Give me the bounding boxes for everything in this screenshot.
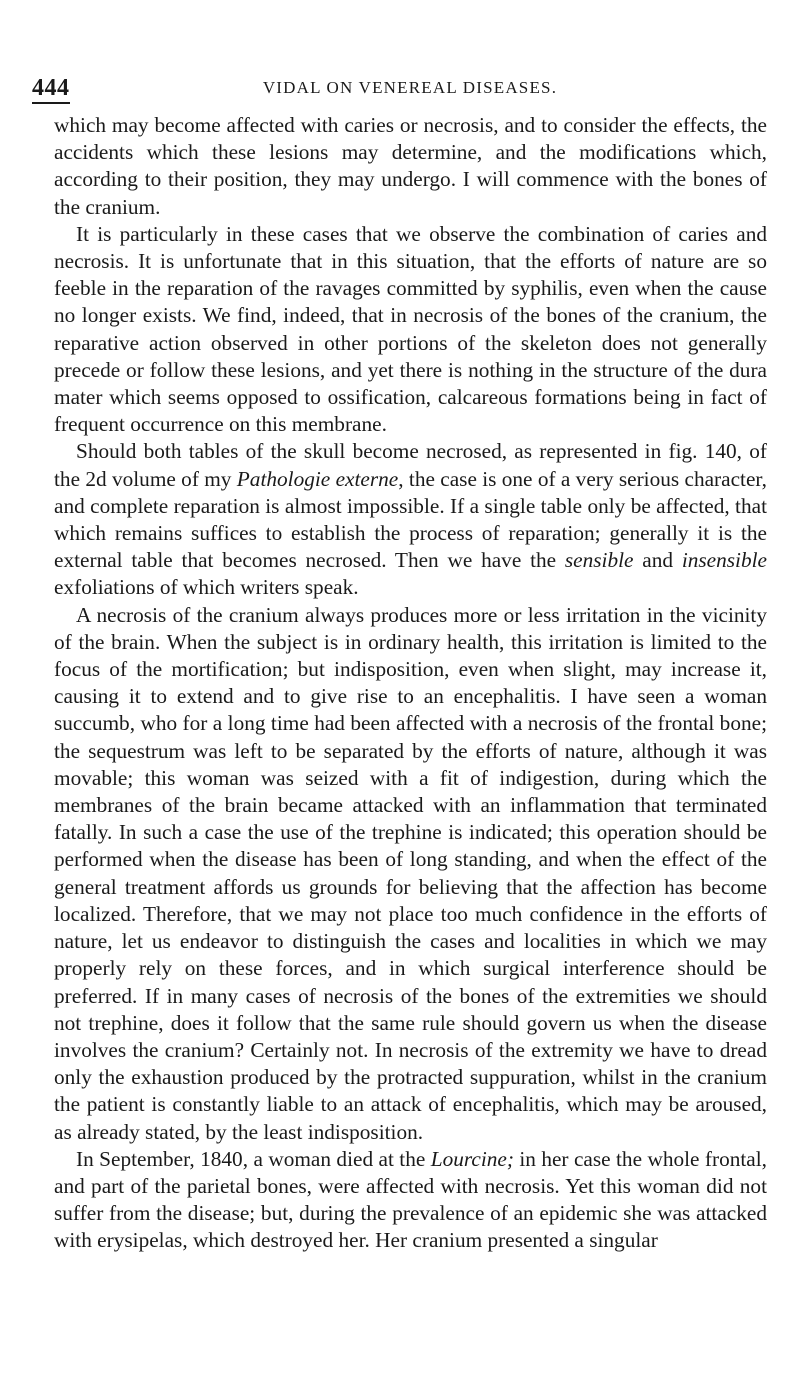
italic-book-title: Pathologie externe [236, 466, 399, 491]
italic-place-name: Lourcine; [430, 1146, 514, 1171]
body-text [54, 112, 767, 1255]
paragraph: It is particularly in these cases that we observe the combination of caries and necrosis. It is unfortunate that in this situation, that the efforts of nature are so feeble in the reparation of the ravages committed by syphilis, even when the cause no longer exists. We find, indeed, that in necrosis of the bones of the cranium, the reparative action observed in other portions of the skeleton does not generally precede or follow these lesions, and yet there is nothing in the structure of the dura mater which seems opposed to ossification, calcareous formations being in fact of frequent occurrence on this membrane. [54, 221, 767, 437]
paragraph: which may become affected with caries or necrosis, and to consider the effects, the accidents which these lesions may determine, and the modifications which, according to their position, they may undergo. I will commence with the bones of the cranium. [54, 113, 767, 219]
italic-term: insensible [681, 548, 767, 573]
paragraph-text: , the case is one of a very serious character, and complete reparation is almost impossible. If a single table only be affected, that which remains suffices to establish the process of reparation; generally it is the external table that becomes necrosed. Then we have the [54, 466, 767, 573]
paragraph [54, 438, 767, 601]
paragraph-text: and [633, 548, 682, 573]
paragraph-text: In September, 1840, a woman died at the [76, 1146, 431, 1171]
paragraph-text: exfoliations of which writers speak. [54, 575, 359, 600]
page-number: 444 [32, 74, 70, 104]
running-title: VIDAL ON VENEREAL DISEASES. [262, 78, 558, 97]
italic-term: sensible [564, 548, 634, 573]
paragraph: A necrosis of the cranium always produces more or less irritation in the vicinity of the brain. When the subject is in ordinary health, this irritation is limited to the focus of the mortification; but indisposition, even when slight, may increase it, causing it to extend and to give rise to an encephalitis. I have seen a woman succumb, who for a long time had been affected with a necrosis of the frontal bone; the sequestrum was left to be separated by the efforts of nature, although it was movable; this woman was seized with a fit of indigestion, during which the membranes of the brain became attacked with an inflammation that terminated fatally. In such a case the use of the trephine is indicated; this operation should be performed when the disease has been of long standing, and when the effect of the general treatment affords us grounds for believing that the affection has become localized. Therefore, that we may not place too much confidence in the efforts of nature, let us endeavor to distinguish the cases and localities in which we may properly rely on these forces, and in which surgical interference should be preferred. If in many cases of necrosis of the bones of the extremities we should not trephine, does it follow that the same rule should govern us when the disease involves the cranium? Certainly not. In necrosis of the extremity we have to dread only the exhaustion produced by the protracted suppuration, whilst in the cranium the patient is constantly liable to an attack of encephalitis, which may be aroused, as already stated, by the least indisposition. [54, 602, 767, 1144]
paragraph [54, 1146, 767, 1255]
paragraph-text: in her case the whole frontal, and part of the parietal bones, were affected with necrosis. Yet this woman did not suffer from the disease; but, during the prevalence of an epidemic she was attacked with erysipelas, which destroyed her. Her cranium presented a singular [54, 1146, 767, 1253]
running-head [32, 74, 768, 102]
paragraph-text: Should both tables of the skull become necrosed, as represented in fig. 140, of the 2d volume of my [54, 439, 767, 491]
